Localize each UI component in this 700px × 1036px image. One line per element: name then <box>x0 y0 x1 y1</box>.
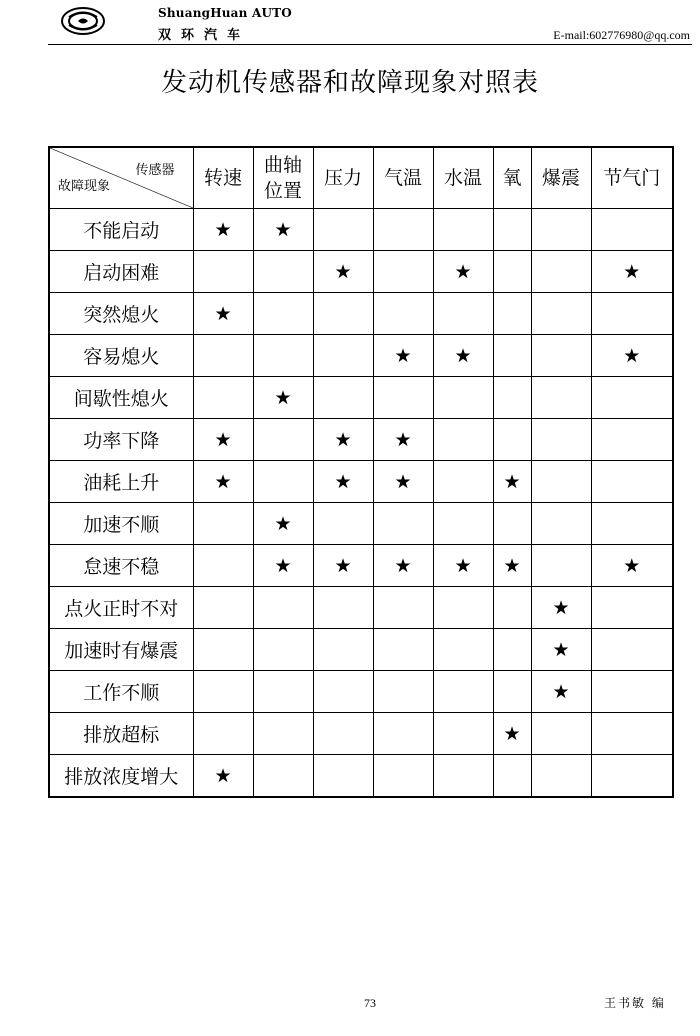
table-row <box>49 503 673 545</box>
empty-cell <box>193 335 253 377</box>
empty-cell <box>433 461 493 503</box>
empty-cell <box>493 293 531 335</box>
empty-cell <box>531 293 591 335</box>
editor-credit: 王书敏 编 <box>604 996 666 1010</box>
sensor-column-header <box>591 147 673 209</box>
empty-cell <box>531 713 591 755</box>
empty-cell <box>193 503 253 545</box>
empty-cell <box>193 629 253 671</box>
empty-cell <box>313 713 373 755</box>
empty-cell <box>493 671 531 713</box>
star-mark-icon: ★ <box>433 335 493 377</box>
star-mark-icon: ★ <box>373 335 433 377</box>
empty-cell <box>433 209 493 251</box>
fault-axis-label: 故障现象 <box>58 179 111 194</box>
sensor-column-header <box>493 147 531 209</box>
sensor-name: 节气门 <box>603 167 661 189</box>
table-row <box>49 209 673 251</box>
empty-cell <box>373 629 433 671</box>
fault-label: 怠速不稳 <box>49 545 193 587</box>
star-mark-icon: ★ <box>591 335 673 377</box>
empty-cell <box>591 755 673 798</box>
fault-label: 加速时有爆震 <box>49 629 193 671</box>
empty-cell <box>313 755 373 798</box>
empty-cell <box>591 293 673 335</box>
empty-cell <box>433 671 493 713</box>
empty-cell <box>433 629 493 671</box>
empty-cell <box>253 671 313 713</box>
empty-cell <box>373 671 433 713</box>
sensor-name: 压力 <box>323 167 362 189</box>
empty-cell <box>591 377 673 419</box>
empty-cell <box>433 755 493 798</box>
fault-label: 排放浓度增大 <box>49 755 193 798</box>
table-row <box>49 419 673 461</box>
empty-cell <box>433 503 493 545</box>
star-mark-icon: ★ <box>193 209 253 251</box>
page-title: 发动机传感器和故障现象对照表 <box>160 68 539 98</box>
sensor-name: 氧 <box>502 167 522 189</box>
fault-label: 突然熄火 <box>49 293 193 335</box>
sensor-name: 爆震 <box>541 167 580 189</box>
empty-cell <box>313 587 373 629</box>
sensor-column-header <box>193 147 253 209</box>
star-mark-icon: ★ <box>493 545 531 587</box>
empty-cell <box>433 293 493 335</box>
table-header-row <box>49 147 673 209</box>
brand-chinese: 双环汽车 <box>158 28 251 43</box>
sensor-name: 气温 <box>383 167 422 189</box>
sensor-name: 曲轴 <box>263 154 302 176</box>
empty-cell <box>373 293 433 335</box>
empty-cell <box>253 755 313 798</box>
star-mark-icon: ★ <box>253 545 313 587</box>
sensor-column-header <box>531 147 591 209</box>
table-row <box>49 587 673 629</box>
star-mark-icon: ★ <box>493 461 531 503</box>
empty-cell <box>591 671 673 713</box>
empty-cell <box>373 587 433 629</box>
empty-cell <box>373 503 433 545</box>
star-mark-icon: ★ <box>373 419 433 461</box>
empty-cell <box>253 419 313 461</box>
empty-cell <box>493 587 531 629</box>
empty-cell <box>531 755 591 798</box>
empty-cell <box>531 503 591 545</box>
empty-cell <box>591 419 673 461</box>
empty-cell <box>253 293 313 335</box>
empty-cell <box>591 503 673 545</box>
empty-cell <box>313 671 373 713</box>
sensor-column-header <box>313 147 373 209</box>
sensor-column-header <box>433 147 493 209</box>
fault-label: 油耗上升 <box>49 461 193 503</box>
empty-cell <box>253 335 313 377</box>
empty-cell <box>193 671 253 713</box>
empty-cell <box>531 419 591 461</box>
sensor-name: 水温 <box>443 167 482 189</box>
empty-cell <box>591 587 673 629</box>
empty-cell <box>253 251 313 293</box>
empty-cell <box>253 461 313 503</box>
empty-cell <box>531 461 591 503</box>
star-mark-icon: ★ <box>433 251 493 293</box>
sensor-column-header <box>373 147 433 209</box>
empty-cell <box>373 755 433 798</box>
empty-cell <box>313 209 373 251</box>
empty-cell <box>253 587 313 629</box>
fault-label: 间歇性熄火 <box>49 377 193 419</box>
table-row <box>49 545 673 587</box>
sensor-axis-label: 传感器 <box>135 163 175 178</box>
fault-label: 功率下降 <box>49 419 193 461</box>
star-mark-icon: ★ <box>313 419 373 461</box>
empty-cell <box>493 503 531 545</box>
sensor-column-header <box>253 147 313 209</box>
empty-cell <box>493 629 531 671</box>
table-row <box>49 251 673 293</box>
table-row <box>49 461 673 503</box>
star-mark-icon: ★ <box>591 251 673 293</box>
star-mark-icon: ★ <box>591 545 673 587</box>
empty-cell <box>591 713 673 755</box>
empty-cell <box>193 587 253 629</box>
empty-cell <box>493 755 531 798</box>
empty-cell <box>373 713 433 755</box>
empty-cell <box>253 713 313 755</box>
fault-label: 排放超标 <box>49 713 193 755</box>
star-mark-icon: ★ <box>373 461 433 503</box>
contact-email: E-mail:602776980@qq.com <box>553 28 690 42</box>
star-mark-icon: ★ <box>193 293 253 335</box>
empty-cell <box>193 545 253 587</box>
star-mark-icon: ★ <box>193 419 253 461</box>
star-mark-icon: ★ <box>531 587 591 629</box>
corner-header-cell <box>49 147 193 209</box>
page-header <box>48 4 692 45</box>
empty-cell <box>433 713 493 755</box>
star-mark-icon: ★ <box>493 713 531 755</box>
table-body <box>49 209 673 798</box>
page-number: 73 <box>364 996 376 1010</box>
empty-cell <box>313 377 373 419</box>
empty-cell <box>591 209 673 251</box>
star-mark-icon: ★ <box>531 671 591 713</box>
empty-cell <box>373 251 433 293</box>
star-mark-icon: ★ <box>373 545 433 587</box>
empty-cell <box>193 251 253 293</box>
empty-cell <box>531 209 591 251</box>
empty-cell <box>433 419 493 461</box>
empty-cell <box>531 251 591 293</box>
table-row <box>49 293 673 335</box>
empty-cell <box>433 587 493 629</box>
star-mark-icon: ★ <box>253 209 313 251</box>
fault-label: 点火正时不对 <box>49 587 193 629</box>
empty-cell <box>193 713 253 755</box>
table-row <box>49 755 673 798</box>
empty-cell <box>493 419 531 461</box>
shuanghuan-logo-icon <box>60 6 106 36</box>
star-mark-icon: ★ <box>253 377 313 419</box>
star-mark-icon: ★ <box>253 503 313 545</box>
fault-label: 启动困难 <box>49 251 193 293</box>
empty-cell <box>193 377 253 419</box>
empty-cell <box>253 629 313 671</box>
star-mark-icon: ★ <box>193 755 253 798</box>
empty-cell <box>531 377 591 419</box>
empty-cell <box>493 377 531 419</box>
empty-cell <box>493 335 531 377</box>
star-mark-icon: ★ <box>531 629 591 671</box>
table-row <box>49 377 673 419</box>
empty-cell <box>313 293 373 335</box>
star-mark-icon: ★ <box>193 461 253 503</box>
star-mark-icon: ★ <box>433 545 493 587</box>
fault-label: 容易熄火 <box>49 335 193 377</box>
table-row <box>49 713 673 755</box>
empty-cell <box>433 377 493 419</box>
table-row <box>49 629 673 671</box>
empty-cell <box>591 629 673 671</box>
empty-cell <box>313 629 373 671</box>
empty-cell <box>373 209 433 251</box>
star-mark-icon: ★ <box>313 545 373 587</box>
empty-cell <box>531 335 591 377</box>
fault-label: 工作不顺 <box>49 671 193 713</box>
star-mark-icon: ★ <box>313 461 373 503</box>
table-row <box>49 671 673 713</box>
empty-cell <box>313 335 373 377</box>
sensor-name: 位置 <box>263 180 302 202</box>
empty-cell <box>493 251 531 293</box>
sensor-name: 转速 <box>203 167 242 189</box>
empty-cell <box>493 209 531 251</box>
sensor-fault-table <box>48 146 674 798</box>
fault-label: 加速不顺 <box>49 503 193 545</box>
empty-cell <box>531 545 591 587</box>
empty-cell <box>591 461 673 503</box>
table-row <box>49 335 673 377</box>
empty-cell <box>313 503 373 545</box>
fault-label: 不能启动 <box>49 209 193 251</box>
star-mark-icon: ★ <box>313 251 373 293</box>
empty-cell <box>373 377 433 419</box>
brand-english: ShuangHuan AUTO <box>158 6 292 20</box>
